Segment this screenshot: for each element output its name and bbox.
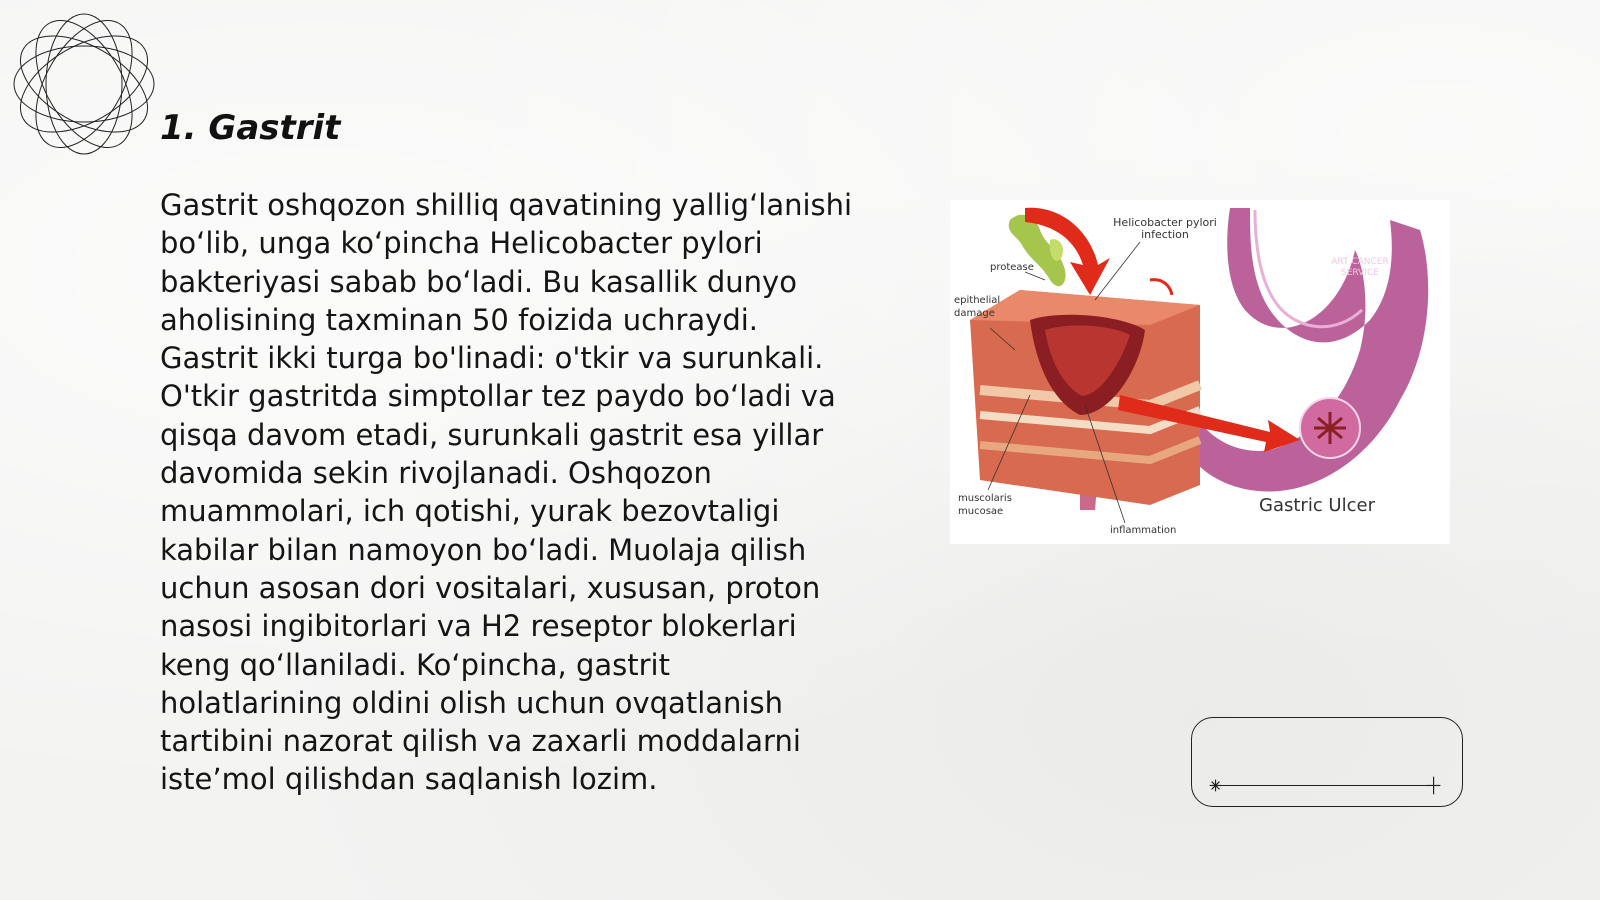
label-protease: protease [990, 262, 1034, 273]
gastric-ulcer-illustration [950, 200, 1450, 544]
label-muscularis-2: mucosae [958, 506, 1004, 517]
decorative-frame [1191, 717, 1463, 807]
spirograph-ornament-icon [10, 10, 158, 158]
label-muscularis-1: muscolaris [958, 493, 1012, 504]
watermark-line-2: SERVICE [1341, 268, 1379, 278]
watermark-line-1: ART CANCER [1331, 257, 1389, 267]
label-hp-infection-1: Helicobacter pylori [1113, 216, 1217, 229]
label-epithelial-2: damage [954, 308, 995, 319]
label-epithelial-1: epithelial [954, 295, 1001, 306]
decorative-line-icon [1192, 718, 1462, 806]
label-inflammation: inflammation [1110, 525, 1177, 536]
label-gastric-ulcer: Gastric Ulcer [1259, 495, 1375, 516]
slide-body-text: Gastrit oshqozon shilliq qavatining yallig‘lanishi bo‘lib, unga ko‘pincha Helicobacter pylori bakteriyasi sabab bo‘ladi. Bu kasallik dunyo aholisining taxminan 50 foizida uchraydi. Gastrit ikki turga bo'linadi: o'tkir va surunkali. O'tkir gastritda simptollar tez paydo bo‘ladi va qisqa davom etadi, surunkali gastrit esa yillar davomida sekin rivojlanadi. Oshqozon muammolari, ich qotishi, yurak bezovtaligi kabilar bilan namoyon bo‘ladi. Muolaja qilish uchun asosan dori vositalari, xususan, proton nasosi ingibitorlari va H2 reseptor blokerlari keng qo‘llaniladi. Ko‘pincha, gastrit holatlarining oldini olish uchun ovqatlanish tartibini nazorat qilish va zaxarli moddalarni iste’mol qilishdan saqlanish lozim. [160, 188, 853, 797]
label-hp-infection-2: infection [1141, 228, 1189, 241]
slide-title: 1. Gastrit [160, 108, 341, 148]
